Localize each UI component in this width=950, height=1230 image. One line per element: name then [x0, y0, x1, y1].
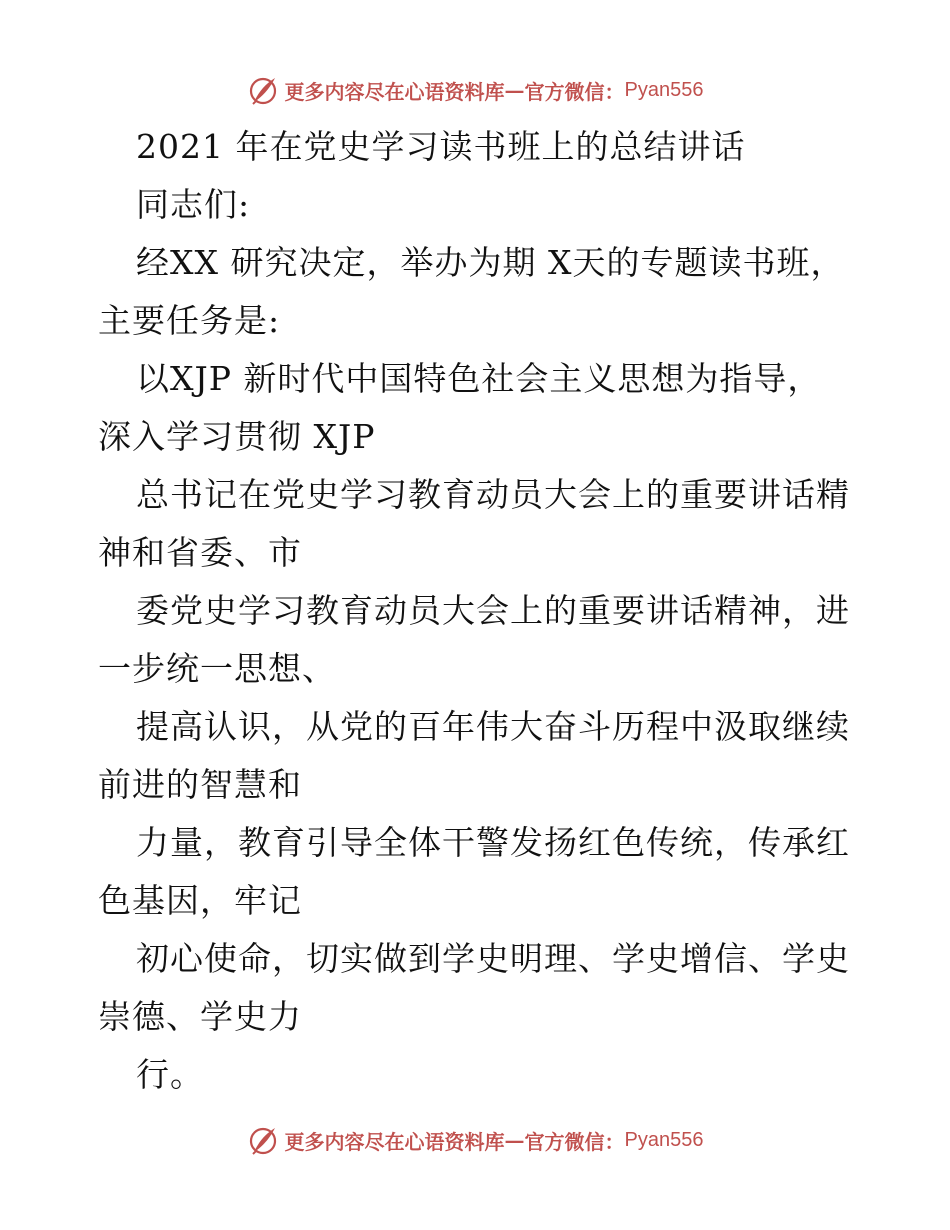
- paragraph-line: 提高认识，从党的百年伟大奋斗历程中汲取继续: [136, 707, 850, 746]
- banner-dash: —: [504, 78, 525, 102]
- banner-site-text: 更多内容尽在心语资料库: [284, 1129, 505, 1154]
- paragraph-line: 主要任务是:: [98, 301, 281, 340]
- header-banner: [0, 70, 950, 110]
- footer-banner: [0, 1120, 950, 1160]
- paragraph-line: 深入学习贯彻 XJP: [98, 417, 376, 456]
- paragraph-line: 色基因，牢记: [98, 881, 302, 920]
- paragraph-line: 前进的智慧和: [98, 765, 302, 804]
- banner-wechat-id: Pyan556: [624, 78, 704, 101]
- banner-site-text: 更多内容尽在心语资料库: [284, 79, 505, 104]
- paragraph-line: 神和省委、市: [98, 533, 302, 572]
- salutation: 同志们:: [136, 185, 251, 224]
- banner-wechat-label: 官方微信：: [524, 79, 625, 104]
- paragraph-line: 经XX 研究决定，举办为期 X天的专题读书班，: [136, 243, 845, 282]
- paragraph-line: 总书记在党史学习教育动员大会上的重要讲话精: [136, 475, 850, 514]
- document-title: 2021 年在党史学习读书班上的总结讲话: [136, 127, 746, 166]
- paragraph-line: 以XJP 新时代中国特色社会主义思想为指导，: [136, 359, 822, 398]
- banner-wechat-label: 官方微信：: [524, 1129, 625, 1154]
- paragraph-line: 行。: [136, 1055, 204, 1094]
- paragraph-line: 初心使命，切实做到学史明理、学史增信、学史: [136, 939, 850, 978]
- feather-pen-logo-icon: [247, 74, 279, 106]
- feather-pen-logo-icon: [247, 1124, 279, 1156]
- banner-wechat-id: Pyan556: [624, 1128, 704, 1151]
- banner-dash: —: [504, 1128, 525, 1152]
- paragraph-line: 一步统一思想、: [98, 649, 336, 688]
- paragraph-line: 力量，教育引导全体干警发扬红色传统，传承红: [136, 823, 850, 862]
- paragraph-line: 崇德、学史力: [98, 997, 302, 1036]
- document-body: [98, 118, 858, 1104]
- paragraph-line: 委党史学习教育动员大会上的重要讲话精神，进: [136, 591, 850, 630]
